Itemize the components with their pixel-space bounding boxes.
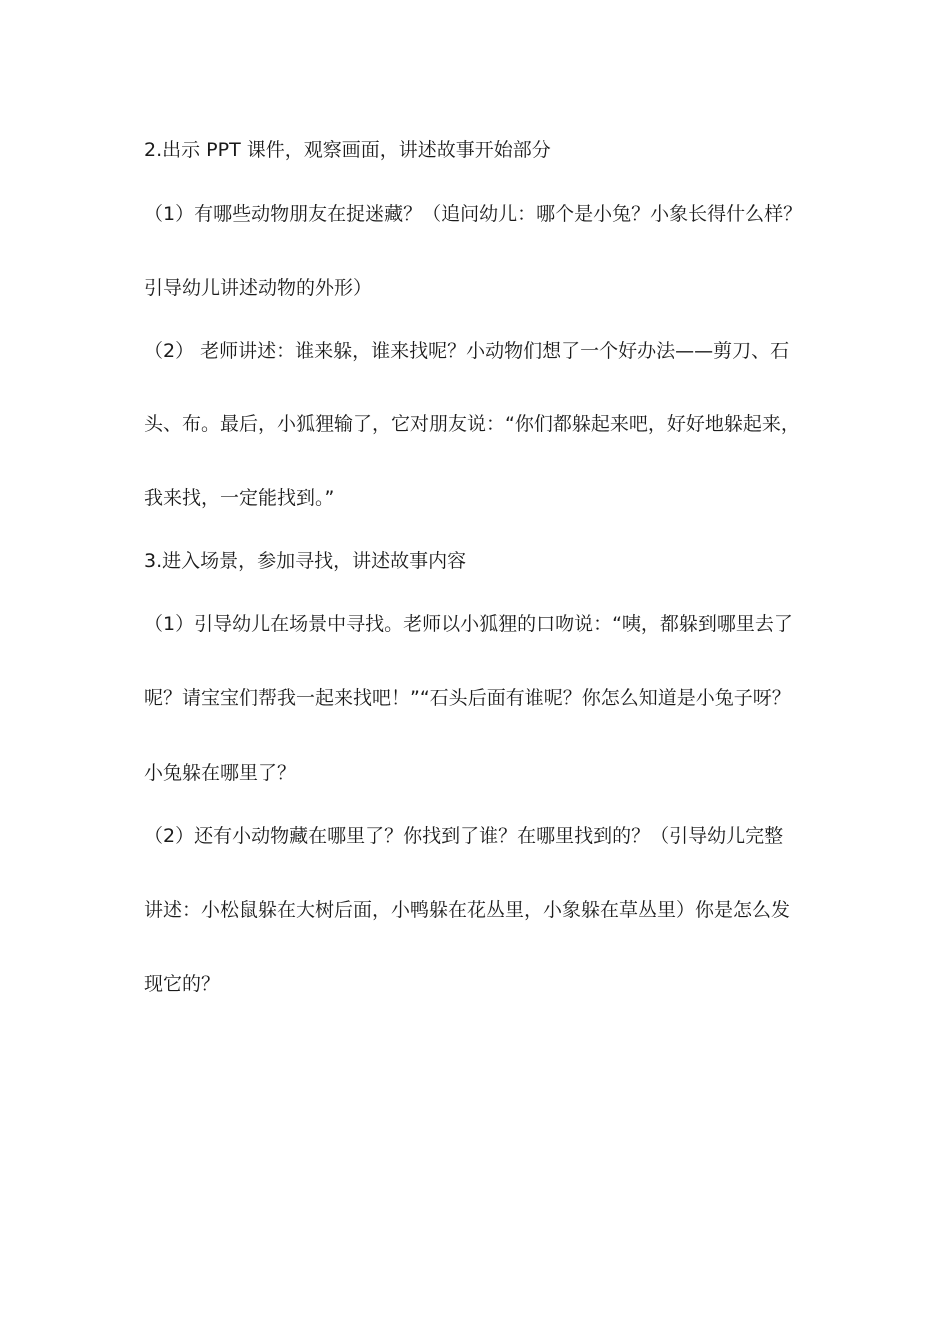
section-2-heading: 2.出示 PPT 课件，观察画面，讲述故事开始部分 — [144, 139, 551, 161]
question-2-line-3: 现它的？ — [144, 973, 221, 995]
guide-search-line-2: 呢？请宝宝们帮我一起来找吧！”“石头后面有谁呢？你怎么知道是小兔子呀？ — [144, 687, 791, 709]
guide-search-line-3: 小兔躲在哪里了？ — [144, 762, 297, 784]
question-2-line-1: （2）还有小动物藏在哪里了？你找到了谁？在哪里找到的？（引导幼儿完整 — [144, 825, 784, 847]
guide-search-line-1: （1）引导幼儿在场景中寻找。老师以小狐狸的口吻说：“咦，都躲到哪里去了 — [144, 613, 793, 635]
question-1-line-2: 引导幼儿讲述动物的外形） — [144, 277, 373, 299]
section-3-heading: 3.进入场景，参加寻找，讲述故事内容 — [144, 550, 467, 572]
question-1-line-1: （1）有哪些动物朋友在捉迷藏？（追问幼儿：哪个是小兔？小象长得什么样？ — [144, 203, 803, 225]
teacher-narration-line-1: （2） 老师讲述：谁来躲，谁来找呢？小动物们想了一个好办法——剪刀、石 — [144, 340, 790, 362]
question-2-line-2: 讲述：小松鼠躲在大树后面，小鸭躲在花丛里，小象躲在草丛里）你是怎么发 — [144, 899, 791, 921]
teacher-narration-line-3: 我来找，一定能找到。” — [144, 487, 335, 509]
teacher-narration-line-2: 头、布。最后，小狐狸输了，它对朋友说：“你们都躲起来吧，好好地躲起来， — [144, 413, 800, 435]
